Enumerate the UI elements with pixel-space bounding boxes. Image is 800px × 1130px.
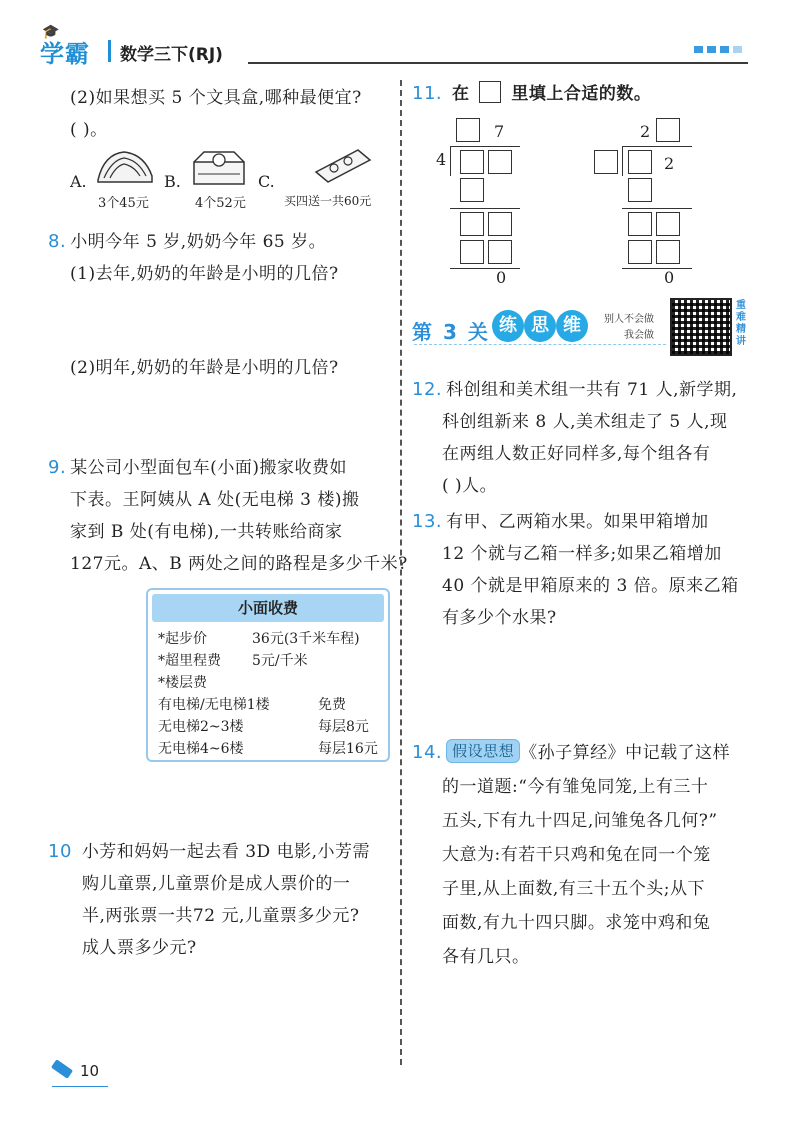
banner-char: 维 xyxy=(556,310,588,342)
q8-sub2: (2)明年,奶奶的年龄是小明的几倍? xyxy=(70,358,339,378)
answer-box[interactable] xyxy=(628,240,652,264)
method-tag: 假设思想 xyxy=(446,739,520,763)
header-rule xyxy=(248,62,748,64)
answer-box[interactable] xyxy=(460,150,484,174)
option-b-caption: 4个52元 xyxy=(195,196,246,211)
division-diagram-1 xyxy=(430,118,540,288)
qr-code-icon[interactable] xyxy=(670,298,732,356)
q9-number: 9. xyxy=(48,457,67,478)
option-c-caption: 买四送一共60元 xyxy=(284,194,372,208)
q8-sub1: (1)去年,奶奶的年龄是小明的几倍? xyxy=(70,264,339,284)
q13-line: 12 个就与乙箱一样多;如果乙箱增加 xyxy=(442,544,722,564)
fee-label: *起步价 xyxy=(158,631,207,647)
q13-number: 13. xyxy=(412,511,443,532)
division-rule xyxy=(450,268,520,269)
fee-label: 无电梯2~3楼 xyxy=(158,719,244,735)
page-number: 10 xyxy=(80,1062,100,1080)
answer-box[interactable] xyxy=(594,150,618,174)
logo-text: 学霸 xyxy=(40,40,90,68)
question-13 xyxy=(412,506,739,634)
level-banner xyxy=(408,296,758,362)
banner-char: 思 xyxy=(524,310,556,342)
q14-line: 的一道题:“今有雏兔同笼,上有三十 xyxy=(442,777,709,797)
question-10 xyxy=(48,836,370,964)
fee-value: 免费 xyxy=(318,697,346,713)
q13-line: 有甲、乙两箱水果。如果甲箱增加 xyxy=(446,512,709,532)
answer-box[interactable] xyxy=(488,240,512,264)
qr-label: 重难精讲 xyxy=(736,300,746,347)
q10-line: 成人票多少元? xyxy=(82,938,197,958)
division-bracket xyxy=(450,146,451,176)
quotient-digit: 2 xyxy=(640,122,651,141)
banner-small-1: 别人不会做 xyxy=(604,314,654,325)
header-decoration xyxy=(694,46,742,53)
page-header xyxy=(0,0,800,70)
q9-line: 下表。王阿姨从 A 处(无电梯 3 楼)搬 xyxy=(70,490,360,510)
dividend-digit: 2 xyxy=(664,154,675,173)
fee-label: 无电梯4~6楼 xyxy=(158,741,244,757)
logo-separator xyxy=(108,40,111,62)
pencil-box-a-icon xyxy=(94,146,156,186)
fee-table-title: 小面收费 xyxy=(152,594,384,622)
q14-line: 各有几只。 xyxy=(442,947,530,967)
q10-line: 半,两张票一共72 元,儿童票多少元? xyxy=(82,906,360,926)
q14-line: 五头,下有九十四足,问雏兔各几何?” xyxy=(442,811,718,831)
pencil-box-c-icon xyxy=(312,146,374,186)
division-rule xyxy=(622,208,692,209)
q14-number: 14. xyxy=(412,742,443,763)
answer-box[interactable] xyxy=(460,240,484,264)
remainder: 0 xyxy=(664,268,675,287)
answer-box[interactable] xyxy=(656,212,680,236)
divisor: 4 xyxy=(436,150,447,169)
remainder: 0 xyxy=(496,268,507,287)
fee-label: *楼层费 xyxy=(158,675,207,691)
q12-line: 科创组和美术组一共有 71 人,新学期, xyxy=(446,380,738,400)
fee-table xyxy=(146,588,390,762)
quotient-digit: 7 xyxy=(494,122,505,141)
banner-level: 第 3 关 xyxy=(412,320,490,344)
q9-line: 家到 B 处(有电梯),一共转账给商家 xyxy=(70,522,343,542)
option-a-label: A. xyxy=(70,172,87,191)
answer-box[interactable] xyxy=(656,240,680,264)
answer-box[interactable] xyxy=(488,212,512,236)
q13-line: 40 个就是甲箱原来的 3 倍。原来乙箱 xyxy=(442,576,739,596)
answer-box[interactable] xyxy=(488,150,512,174)
fee-value: 每层16元 xyxy=(318,741,378,757)
answer-blank: ( )。 xyxy=(70,120,108,140)
division-rule xyxy=(450,208,520,209)
answer-box[interactable] xyxy=(628,178,652,202)
q11-number: 11. xyxy=(412,83,443,104)
q12-line: 在两组人数正好同样多,每个组各有 xyxy=(442,444,711,464)
fee-value: 5元/千米 xyxy=(252,653,308,669)
banner-underline xyxy=(414,344,666,345)
division-rule xyxy=(622,268,692,269)
footer-rule xyxy=(52,1086,108,1087)
q9-line: 127元。A、B 两处之间的路程是多少千米? xyxy=(70,554,408,574)
division-bracket xyxy=(622,146,623,176)
graduation-cap-icon: 🎓 xyxy=(42,24,61,40)
q12-line: 科创组新来 8 人,美术组走了 5 人,现 xyxy=(442,412,728,432)
q14-line: 大意为:有若干只鸡和兔在同一个笼 xyxy=(442,845,711,865)
banner-small-2: 我会做 xyxy=(624,330,654,341)
answer-box[interactable] xyxy=(456,118,480,142)
fee-value: 36元(3千米车程) xyxy=(252,631,360,647)
banner-char: 练 xyxy=(492,310,524,342)
option-a-caption: 3个45元 xyxy=(98,196,149,211)
answer-box[interactable] xyxy=(656,118,680,142)
answer-box[interactable] xyxy=(628,212,652,236)
q9-line: 某公司小型面包车(小面)搬家收费如 xyxy=(70,458,347,478)
q11-text-a: 在 xyxy=(452,84,470,104)
answer-box[interactable] xyxy=(460,212,484,236)
q10-number: 10 xyxy=(48,841,72,862)
question-9 xyxy=(48,452,408,580)
q11-text-b: 里填上合适的数。 xyxy=(511,84,652,104)
option-b-label: B. xyxy=(164,172,181,191)
answer-box[interactable] xyxy=(460,178,484,202)
division-diagram-2 xyxy=(594,118,714,288)
question-14 xyxy=(412,736,730,974)
q14-line: 面数,有九十四只脚。求笼中鸡和兔 xyxy=(442,913,711,933)
division-bar xyxy=(450,146,520,147)
answer-box[interactable] xyxy=(628,150,652,174)
q8-text: 小明今年 5 岁,奶奶今年 65 岁。 xyxy=(70,232,327,252)
question-7-part-2 xyxy=(70,82,362,146)
option-c-label: C. xyxy=(258,172,275,191)
q13-line: 有多少个水果? xyxy=(442,608,557,628)
question-11 xyxy=(412,78,651,110)
q12-line: ( )人。 xyxy=(442,476,498,496)
q14-line: 子里,从上面数,有三十五个头;从下 xyxy=(442,879,706,899)
brand-logo xyxy=(40,24,90,69)
division-bar xyxy=(622,146,692,147)
q8-number: 8. xyxy=(48,231,67,252)
q14-line: 《孙子算经》中记载了这样 xyxy=(520,743,731,763)
q12-number: 12. xyxy=(412,379,443,400)
fee-label: *超里程费 xyxy=(158,653,221,669)
q7-2-text: (2)如果想买 5 个文具盒,哪种最便宜? xyxy=(70,88,362,108)
fee-label: 有电梯/无电梯1楼 xyxy=(158,697,270,713)
question-12 xyxy=(412,374,737,502)
blank-box-icon xyxy=(479,81,501,103)
pen-icon xyxy=(51,1059,73,1079)
question-8 xyxy=(48,226,339,290)
q10-line: 购儿童票,儿童票价是成人票价的一 xyxy=(82,874,351,894)
pencil-box-b-icon xyxy=(188,148,250,188)
fee-value: 每层8元 xyxy=(318,719,369,735)
q10-line: 小芳和妈妈一起去看 3D 电影,小芳需 xyxy=(81,842,370,862)
subject-title: 数学三下(RJ) xyxy=(120,45,223,65)
